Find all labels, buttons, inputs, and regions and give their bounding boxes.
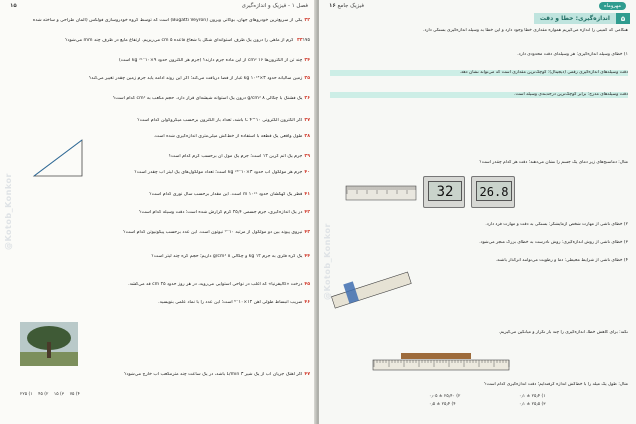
question-number: ۴۳: [304, 230, 310, 235]
answer-option: ۱) ۲۵٫۴ ± ۰٫۱: [519, 394, 546, 399]
question-number: ۴۷: [304, 372, 310, 377]
section-title: اندازه‌گیری: خطا و دقت: [534, 13, 616, 24]
right-page: [319, 0, 636, 424]
page-number: ۱۶: [329, 2, 336, 9]
question-number: ۴۰: [304, 170, 310, 175]
question-item: [10, 18, 310, 24]
question-item: [10, 254, 310, 260]
question-item: [10, 230, 310, 236]
question-text: اگر الکترون الکترونی ۱۰^۴ C باشد، تعداد بار الکترون برحسب میکروکولن کدام است؟: [137, 118, 303, 123]
options-row: [20, 392, 80, 397]
thermometer-figure: [423, 176, 515, 210]
question-text: در یک اندازه‌گیری، جرم جسمی ۲۵٫۴ گرم گزارش شده است؛ دقت وسیله کدام است؟: [139, 210, 303, 215]
measure-ruler-figure: [371, 350, 511, 372]
question-item: [10, 192, 310, 198]
thermometer-display: 32: [428, 181, 462, 201]
section-header: [330, 13, 630, 24]
question-number: ۴۲: [304, 210, 310, 215]
option: ۴) ۷۵: [69, 392, 80, 397]
question-item: [10, 372, 310, 378]
thermometer-display: 26.8: [476, 181, 512, 201]
paragraph: ۱) خطای وسیله اندازه‌گیری: هر وسیله‌ای دقت محدودی دارد.: [517, 52, 628, 57]
question-number: ۴۱: [304, 192, 310, 197]
question-text: جرم هر مولکول آب حدود ۳×۱۰⁻²⁶ kg است؛ تعداد مولکول‌های یک لیتر آب چقدر است؟: [134, 170, 303, 175]
question-text: یکی از سریع‌ترین خودروهای جهان، بوگاتی ویرون (Bugatti Veyron) است که توسط گروه خودروسازی فولکس (آلمان طراحی و ساخته شده: [32, 18, 303, 23]
tree-photo: [20, 322, 78, 366]
paragraph: هنگامی که کمیتی را اندازه می‌گیریم همواره مقداری خطا وجود دارد و این خطا به وسیله اندازه‌گیری بستگی دارد.: [423, 28, 628, 33]
question-number: ۳۹: [304, 154, 310, 159]
question-item: [10, 76, 310, 82]
paragraph: ۳) خطای ناشی از روش اندازه‌گیری: روش نادرست به خطای بزرگ منجر می‌شود.: [479, 240, 628, 245]
question-number: ۳۸: [304, 134, 310, 139]
question-number: ۳۵: [304, 76, 310, 81]
watermark: @Kotob_Konkor: [4, 173, 13, 250]
ruler-figure: [345, 180, 417, 206]
question-number: ۳۷: [304, 118, 310, 123]
question-item: [10, 58, 310, 64]
question-text: زمین سالیانه حدود ۳×۱۰¹⁴ kg غبار از فضا دریافت می‌کند؛ اگر این روند ادامه یابد جرم زمین چقدر تغییر می‌کند؟: [88, 76, 303, 81]
brand-logo: مهروماه: [599, 2, 626, 10]
question-item: [10, 300, 310, 306]
section-number: ۵: [616, 13, 630, 24]
question-item: [10, 38, 310, 44]
answer-option: ۲) ۲۵٫۴۰ ± ۰٫۰۵: [429, 394, 461, 399]
question-item: [90, 154, 310, 160]
question-number: ۳۲: [304, 18, 310, 23]
question-text: ۱۷۵ گرم از ماهی را درون یک ظرف استوانه‌ای شکل با شعاع قاعده ۵ cm می‌ریزیم. ارتفاع مایع در ظرف چند mm می‌شود؟: [65, 38, 310, 43]
question-text: نیروی پیوند بین دو مولکول از مرتبه ۱۰⁻⁹ نیوتون است. این عدد برحسب پیکونیوتن کدام است؟: [123, 230, 303, 235]
chapter-label: فصل ۱ - فیزیک و اندازه‌گیری: [241, 2, 308, 9]
question-number: ۳۳: [296, 38, 303, 43]
question-item: [10, 96, 310, 102]
question-text: درخت «کالیفرنیا» که اغلب در نواحی استوایی می‌روید، در هر روز حدود ۲۵ cm قد می‌کشد.: [128, 282, 303, 287]
question-text: چند تن از الکترون‌ها ۱۶ cm² از این ماده جرم دارند؟ (جرم هر الکترون حدود ۹×۱۰⁻³¹ kg است): [118, 58, 303, 63]
paragraph: ۴) خطای ناشی از شرایط محیطی: دما و رطوبت می‌توانند اثرگذار باشند.: [495, 258, 628, 263]
left-running-header: [0, 0, 318, 11]
question-number: ۴۴: [304, 254, 310, 259]
paragraph: دقت وسیله‌های اندازه‌گیری رقمی (دیجیتال): کوچک‌ترین مقداری است که می‌تواند نشان دهد.: [330, 70, 628, 76]
question-number: ۳۶: [304, 96, 310, 101]
question-text: یک کره فلزی به جرم ۱۲ kg و چگالی ۸ g/cm³ داریم؛ حجم کره چند لیتر است؟: [151, 254, 303, 259]
answer-option: ۳) ۲۵٫۵ ± ۰٫۱: [519, 402, 546, 407]
question-item: [90, 282, 310, 288]
paragraph: مثال: دماسنج‌های زیر دمای یک جسم را نشان می‌دهند؛ دقت هر کدام چقدر است؟: [479, 160, 628, 165]
question-number: ۴۵: [304, 282, 310, 287]
question-number: ۴۶: [304, 300, 310, 305]
question-item: [10, 210, 310, 216]
right-running-header: [319, 0, 636, 11]
option: ۱) ۲۲۵: [20, 392, 33, 397]
question-text: جرم یک اتم کربن ۱۲ است؛ جرم یک مول آن برحسب گرم کدام است؟: [168, 154, 303, 159]
option: ۲) ۴۵: [38, 392, 49, 397]
question-text: طول واقعی یک قطعه با استفاده از خط‌کش میلی‌متری اندازه‌گیری شده است.: [153, 134, 303, 139]
paragraph: مثال: طول یک میله را با خط‌کش اندازه گرفته‌ایم؛ دقت اندازه‌گیری کدام است؟: [484, 382, 628, 387]
triangle-figure: [30, 136, 86, 180]
question-text: یک فشنگ با چگالی ۸ g/cm³ درون یک استوانه شیشه‌ای قرار دارد. حجم مکعب به cm³ کدام است؟: [112, 96, 303, 101]
paragraph: ۲) خطای ناشی از مهارت شخص آزمایشگر: بستگی به دقت و مهارت فرد دارد.: [485, 222, 628, 227]
question-number: ۳۴: [304, 58, 310, 63]
chapter-label: فیزیک جامع ۱۶: [329, 2, 364, 9]
tilted-ruler-figure: [327, 262, 417, 322]
paragraph: دقت وسیله‌های مدرج: برابر کوچک‌ترین درجه‌بندی وسیله است.: [330, 92, 628, 98]
question-item: [10, 118, 310, 124]
page-number: ۱۵: [10, 2, 17, 9]
question-text: ضریب انبساط طولی آهن ۱۲×۱۰⁻⁶ است؛ این عدد را با نماد علمی بنویسید.: [158, 300, 303, 305]
question-text: قطر یک کهکشان حدود ۱۰²¹ m است. این مقدار برحسب سال نوری کدام است؟: [149, 192, 303, 197]
answer-option: ۴) ۲۵٫۴ ± ۰٫۵: [429, 402, 456, 407]
paragraph: نکته: برای کاهش خطا، اندازه‌گیری را چند بار تکرار و میانگین می‌گیریم.: [498, 330, 628, 335]
question-item: [90, 170, 310, 176]
option: ۳) ۱۵: [53, 392, 65, 397]
watermark: @Kotob_Konkor: [323, 223, 332, 300]
question-text: اگر آهنگ جریان آب از یک شیر ۳ L/min باشد، در یک ساعت چند مترمکعب آب خارج می‌شود؟: [124, 372, 303, 377]
